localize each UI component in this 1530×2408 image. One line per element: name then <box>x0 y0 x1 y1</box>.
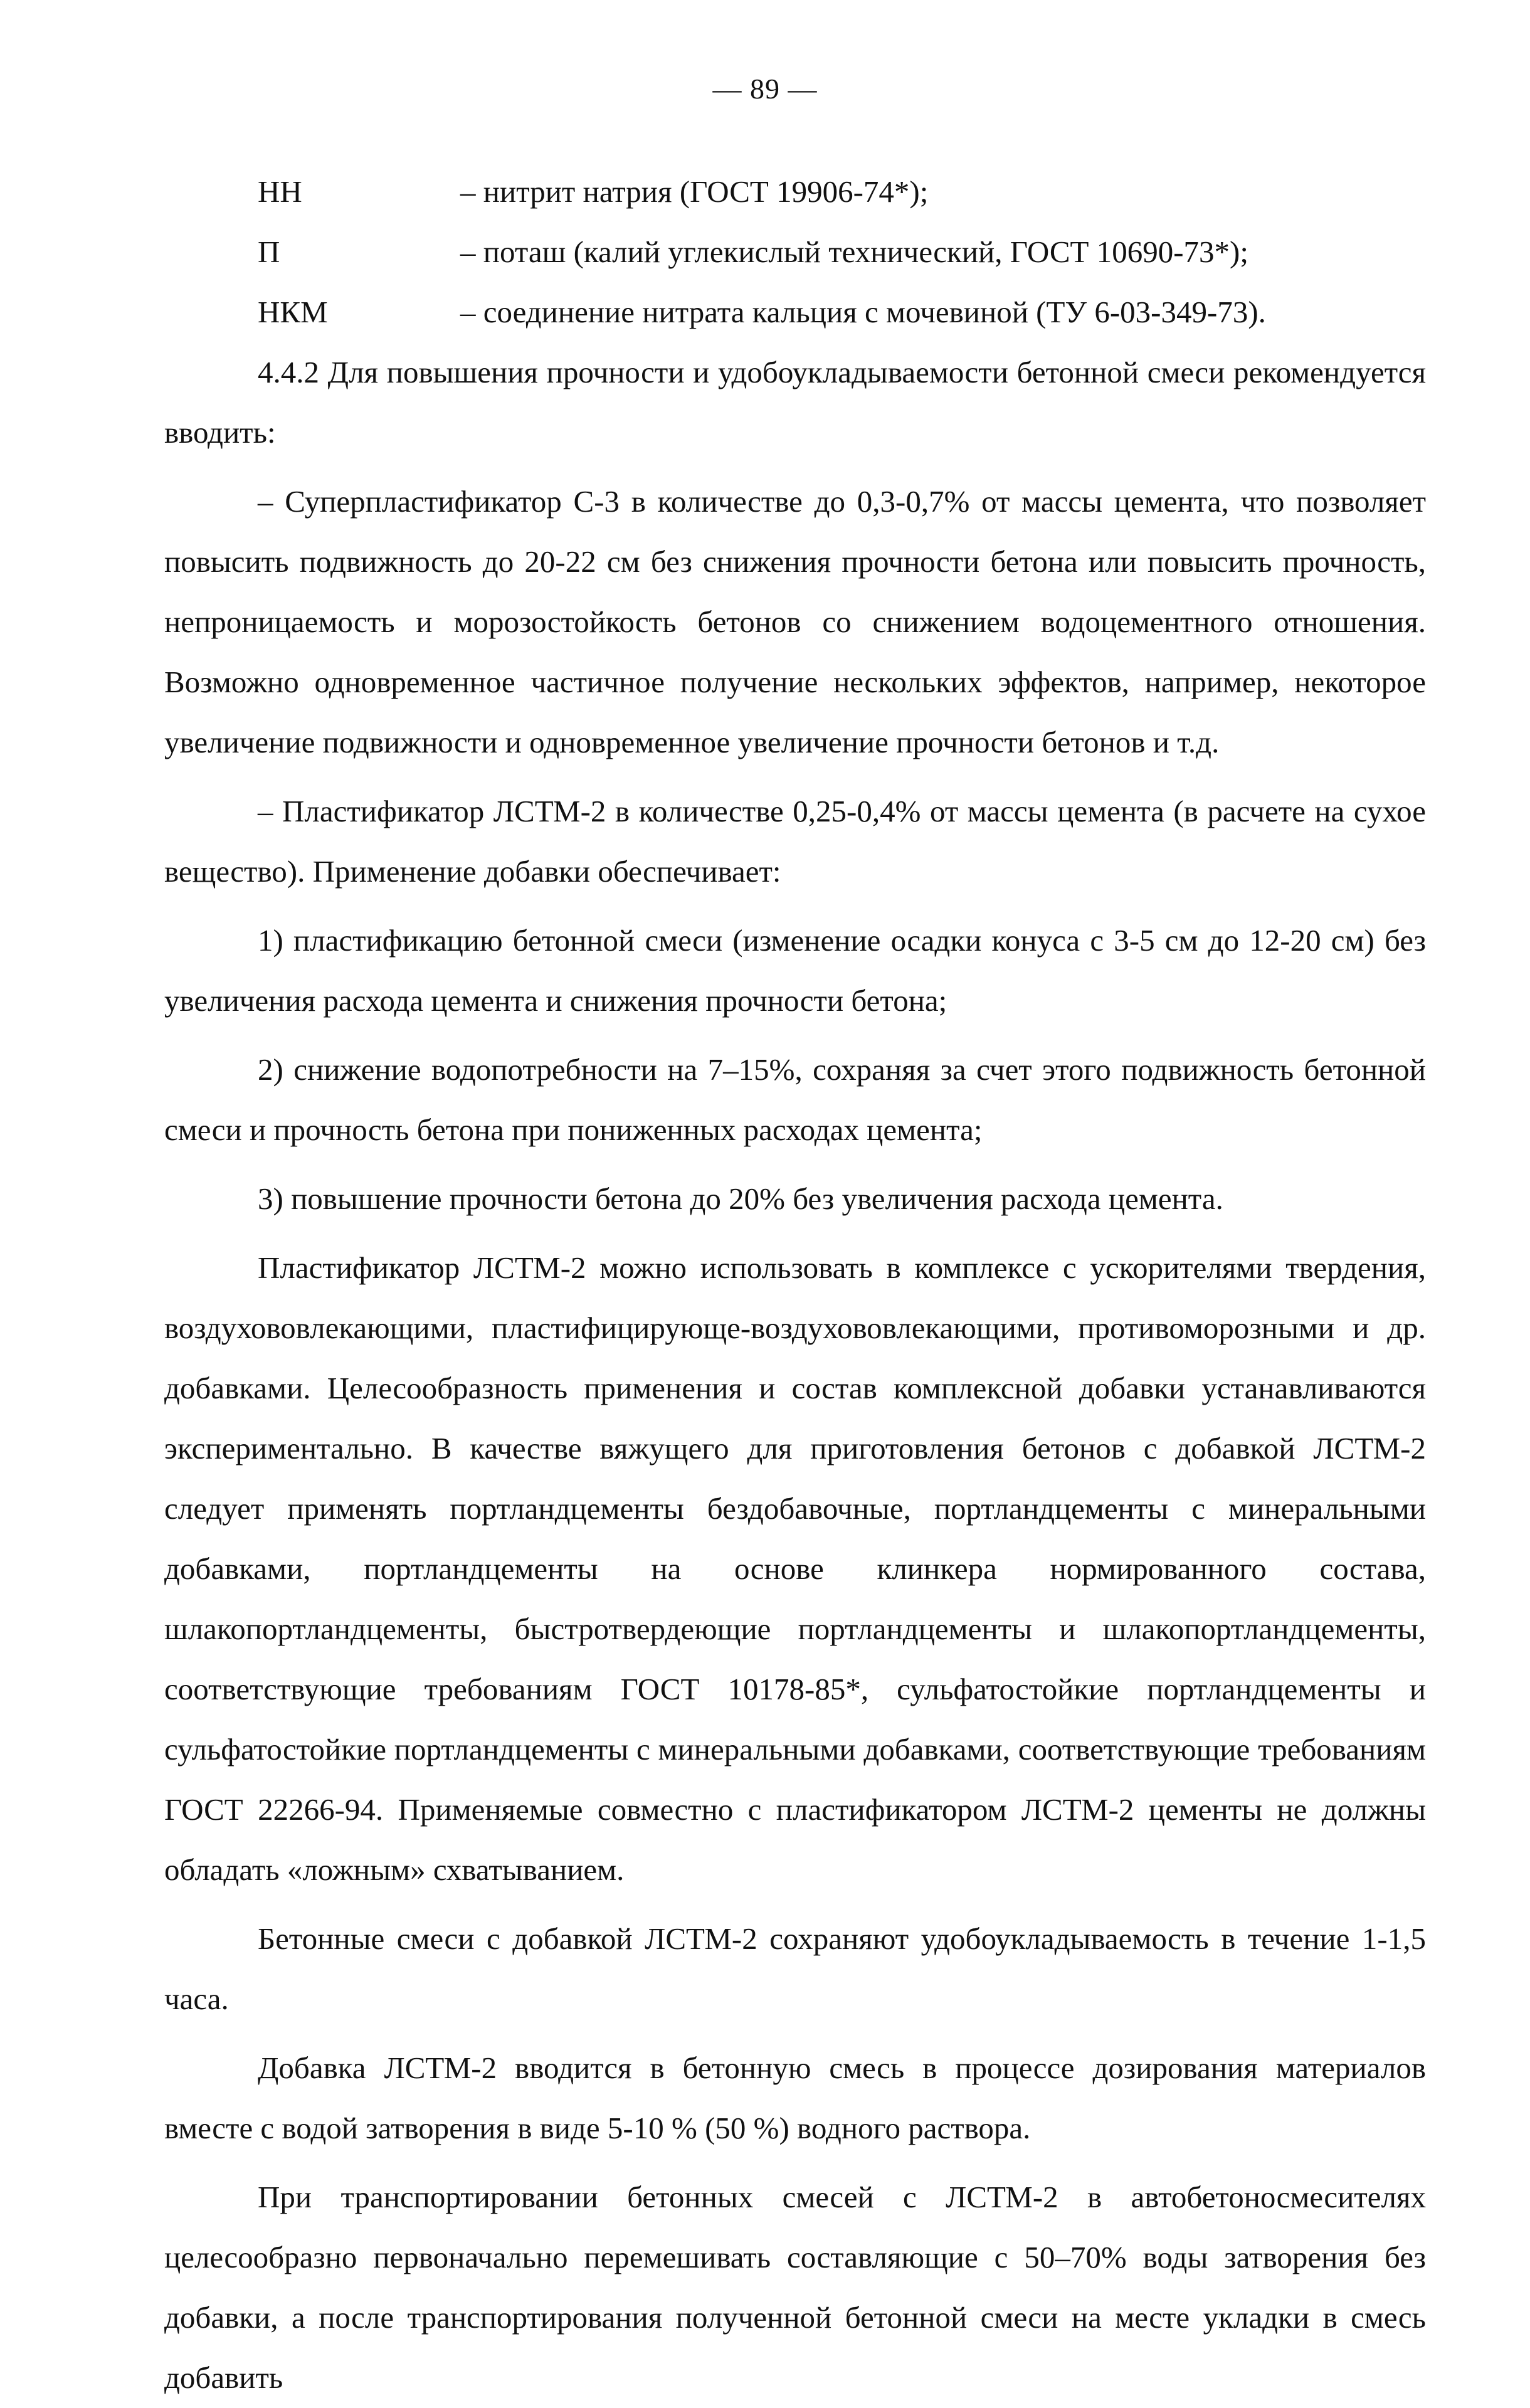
abbreviation-definition: – соединение нитрата кальция с мочевиной (ТУ 6-03-349-73). <box>460 295 1266 329</box>
abbreviation-term: НН <box>258 174 302 209</box>
page-number: — 89 — <box>712 73 818 105</box>
dosing-paragraph: Добавка ЛСТМ-2 вводится в бетонную смесь в процессе дозирования материалов вместе с водой затворения в виде 5-10 % (50 %) водного раствора. <box>164 2051 1426 2145</box>
effect-item: 2) снижение водопотребности на 7–15%, сохраняя за счет этого подвижность бетонной смеси и прочность бетона при пониженных расходах цемента; <box>164 1052 1426 1147</box>
effects-list <box>164 911 1426 1229</box>
section-4-4-2-intro: 4.4.2 Для повышения прочности и удобоукладываемости бетонной смеси рекомендуется вводить: <box>164 355 1426 450</box>
abbreviation-row <box>164 162 1426 222</box>
abbreviation-list <box>164 162 1426 342</box>
abbreviation-row <box>164 282 1426 342</box>
effect-item: 3) повышение прочности бетона до 20% без увеличения расхода цемента. <box>258 1181 1223 1216</box>
plasticizer-lstm2-paragraph: – Пластификатор ЛСТМ-2 в количестве 0,25-0,4% от массы цемента (в расчете на сухое вещество). Применение добавки обеспечивает: <box>164 794 1426 889</box>
transport-paragraph: При транспортировании бетонных смесей с ЛСТМ-2 в автобетоносмесителях целесообразно первоначально перемешивать составляющие с 50–70% воды затворения без добавки, а после транспортирования полученной бетонной смеси на месте укладки в смесь добавить <box>164 2180 1426 2395</box>
page-body <box>164 162 1426 2408</box>
superplasticizer-c3-paragraph: – Суперпластификатор С-3 в количестве до 0,3-0,7% от массы цемента, что позволяет повысить подвижность до 20-22 см без снижения прочности бетона или повысить прочность, непроницаемость и морозостойкость бетонов со снижением водоцементного отношения. Возможно одновременное частичное получение нескольких эффектов, например, некоторое увеличение подвижности и одновременное увеличение прочности бетонов и т.д. <box>164 484 1426 759</box>
abbreviation-definition: – поташ (калий углекислый технический, ГОСТ 10690-73*); <box>460 235 1248 269</box>
workability-paragraph: Бетонные смеси с добавкой ЛСТМ-2 сохраняют удобоукладываемость в течение 1-1,5 часа. <box>164 1921 1426 2016</box>
abbreviation-term: НКМ <box>258 295 328 329</box>
abbreviation-term: П <box>258 235 280 269</box>
effect-item: 1) пластификацию бетонной смеси (изменение осадки конуса с 3-5 см до 12-20 см) без увеличения расхода цемента и снижения прочности бетона; <box>164 923 1426 1018</box>
complex-use-paragraph: Пластификатор ЛСТМ-2 можно использовать в комплексе с ускорителями твердения, воздухововлекающими, пластифицирующе-воздухововлекающими, противоморозными и др. добавками. Целесообразность применения и состав комплексной добавки устанавливаются экспериментально. В качестве вяжущего для приготовления бетонов с добавкой ЛСТМ-2 следует применять портландцементы бездобавочные, портландцементы с минеральными добавками, портландцементы на основе клинкера нормированного состава, шлакопортландцементы, быстротвердеющие портландцементы и шлакопортландцементы, соответствующие требованиям ГОСТ 10178-85*, сульфатостойкие портландцементы и сульфатостойкие портландцементы с минеральными добавками, соответствующие требованиям ГОСТ 22266-94. Применяемые совместно с пластификатором ЛСТМ-2 цементы не должны обладать «ложным» схватыванием. <box>164 1250 1426 1887</box>
abbreviation-definition: – нитрит натрия (ГОСТ 19906-74*); <box>460 174 929 209</box>
abbreviation-row <box>164 222 1426 282</box>
